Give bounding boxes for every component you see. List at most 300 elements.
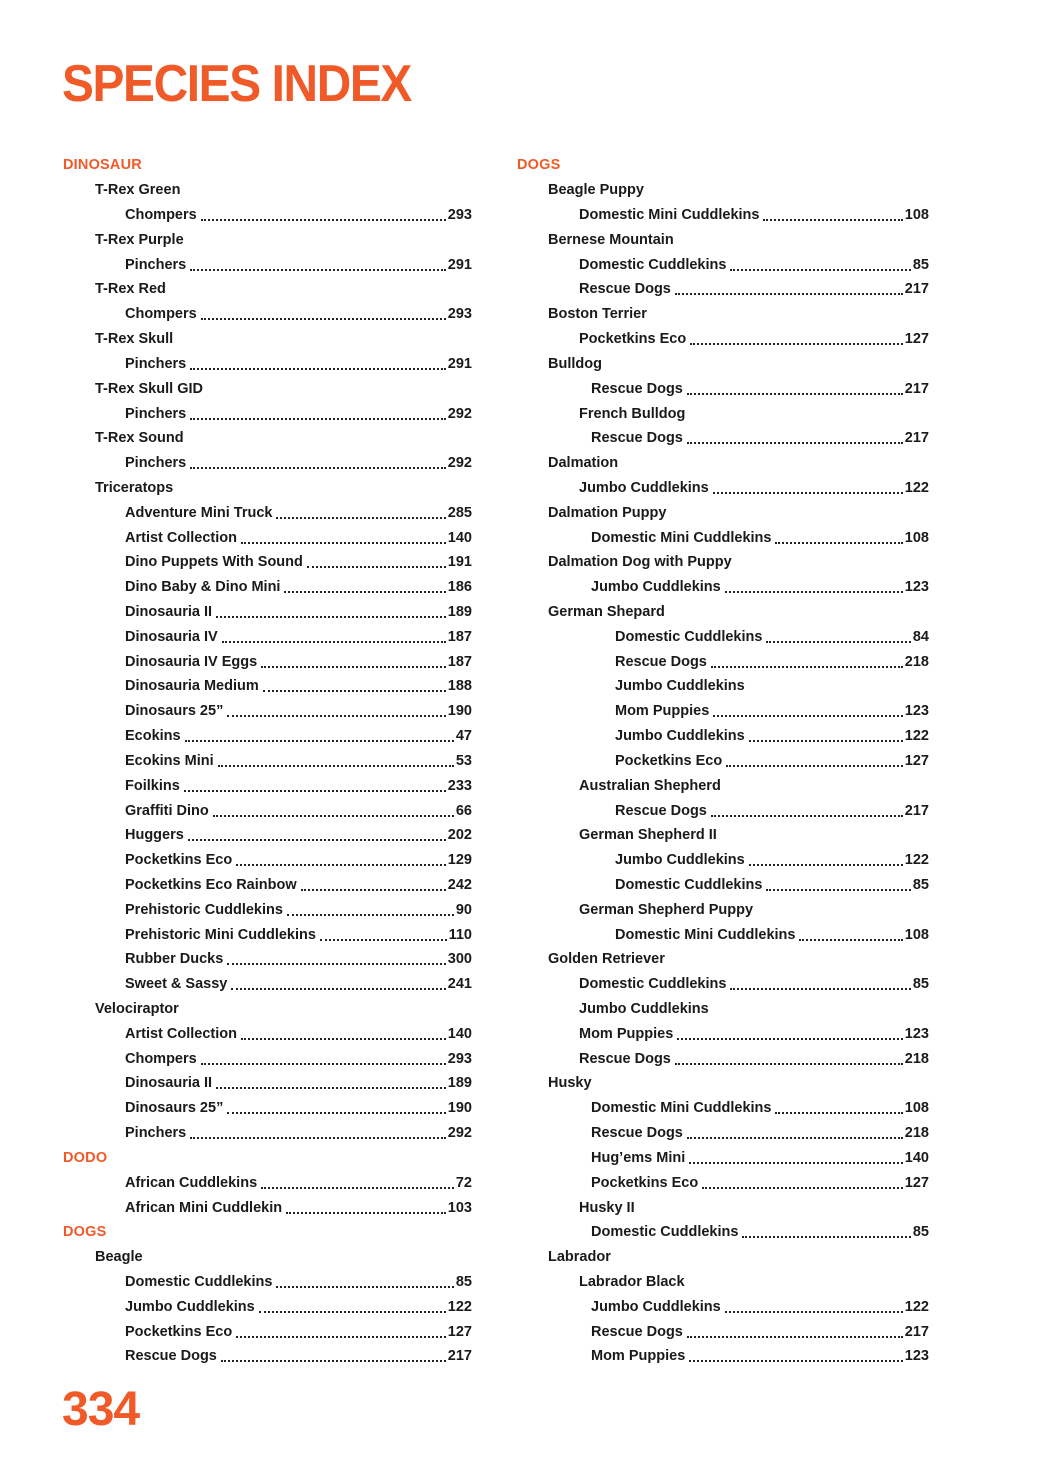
index-entry	[517, 1220, 929, 1245]
dot-leader	[711, 814, 903, 817]
page-ref: 189	[447, 604, 472, 621]
index-entry	[63, 525, 472, 550]
page-ref: 233	[447, 777, 472, 794]
dot-leader	[184, 789, 446, 792]
entry-name: Velociraptor	[95, 1001, 179, 1018]
page-ref: 122	[447, 1298, 472, 1315]
dot-leader	[711, 665, 903, 668]
index-entry	[63, 252, 472, 277]
page-ref: 242	[447, 876, 472, 893]
page-ref: 66	[455, 802, 472, 819]
entry-name: German Shepherd Puppy	[579, 901, 754, 918]
category-heading	[517, 153, 929, 178]
page-ref: 217	[904, 430, 929, 447]
index-subheading	[517, 500, 929, 525]
entry-name: Foilkins	[125, 777, 180, 794]
entry-name: Dino Puppets With Sound	[125, 554, 303, 571]
entry-name: Dinosaurs 25”	[125, 1100, 224, 1117]
dot-leader	[190, 1136, 446, 1139]
dot-leader	[689, 1161, 903, 1164]
page-ref: 218	[904, 1125, 929, 1142]
page-ref: 140	[447, 1025, 472, 1042]
entry-name: Pocketkins Eco	[579, 331, 687, 348]
page-ref: 293	[447, 306, 472, 323]
entry-name: T-Rex Green	[95, 182, 181, 199]
dot-leader	[690, 342, 903, 345]
page-ref: 187	[447, 653, 472, 670]
index-entry	[63, 550, 472, 575]
index-entry	[517, 1294, 929, 1319]
index-entry	[63, 749, 472, 774]
entry-name: Huggers	[125, 827, 184, 844]
page-ref: 291	[447, 256, 472, 273]
page-ref: 85	[912, 876, 929, 893]
index-entry	[63, 1021, 472, 1046]
entry-name: Domestic Cuddlekins	[615, 876, 763, 893]
dot-leader	[730, 987, 910, 990]
index-entry	[63, 922, 472, 947]
index-entry	[517, 922, 929, 947]
entry-name: German Shepherd II	[579, 827, 717, 844]
entry-name: DOGS	[63, 1224, 107, 1241]
page-ref: 127	[904, 331, 929, 348]
index-entry	[63, 203, 472, 228]
index-subheading	[517, 227, 929, 252]
page-ref: 241	[447, 976, 472, 993]
index-subheading	[517, 600, 929, 625]
entry-name: Domestic Cuddlekins	[579, 976, 727, 993]
index-entry	[63, 972, 472, 997]
dot-leader	[284, 590, 445, 593]
dot-leader	[276, 1285, 453, 1288]
entry-name: Domestic Cuddlekins	[591, 1224, 739, 1241]
index-subheading	[517, 1270, 929, 1295]
dot-leader	[241, 541, 446, 544]
page-ref: 140	[904, 1149, 929, 1166]
page-ref: 190	[447, 1100, 472, 1117]
entry-name: Domestic Cuddlekins	[125, 1273, 273, 1290]
index-entry	[63, 1344, 472, 1369]
index-entry	[517, 649, 929, 674]
index-entry	[63, 1121, 472, 1146]
entry-name: T-Rex Red	[95, 281, 166, 298]
dot-leader	[190, 367, 446, 370]
page-ref: 123	[904, 703, 929, 720]
entry-name: T-Rex Sound	[95, 430, 184, 447]
index-entry	[63, 699, 472, 724]
category-heading	[63, 153, 472, 178]
page-ref: 127	[904, 1174, 929, 1191]
entry-name: Domestic Cuddlekins	[615, 628, 763, 645]
page-ref: 218	[904, 1050, 929, 1067]
page-ref: 108	[904, 529, 929, 546]
dot-leader	[307, 565, 446, 568]
index-subheading	[517, 401, 929, 426]
entry-name: Dinosauria Medium	[125, 678, 259, 695]
page-ref: 110	[448, 926, 472, 943]
entry-name: Rubber Ducks	[125, 951, 224, 968]
entry-name: Rescue Dogs	[615, 802, 707, 819]
entry-name: Domestic Cuddlekins	[579, 256, 727, 273]
dot-leader	[201, 317, 446, 320]
page-ref: 292	[447, 1125, 472, 1142]
dot-leader	[687, 1136, 903, 1139]
entry-name: Dino Baby & Dino Mini	[125, 579, 281, 596]
dot-leader	[687, 392, 903, 395]
entry-name: Pocketkins Eco	[125, 1323, 233, 1340]
page-ref: 85	[912, 976, 929, 993]
entry-name: African Mini Cuddlekin	[125, 1199, 283, 1216]
entry-name: Ecokins	[125, 728, 181, 745]
entry-name: DOGS	[517, 157, 561, 174]
entry-name: Dalmation Dog with Puppy	[548, 554, 732, 571]
entry-name: DINOSAUR	[63, 157, 142, 174]
index-subheading	[517, 897, 929, 922]
entry-name: German Shepard	[548, 604, 665, 621]
index-entry	[63, 451, 472, 476]
page-ref: 122	[904, 728, 929, 745]
dot-leader	[320, 938, 447, 941]
index-entry	[517, 798, 929, 823]
page-ref: 123	[904, 1348, 929, 1365]
index-entry	[517, 1121, 929, 1146]
entry-name: French Bulldog	[579, 405, 686, 422]
index-entry	[517, 1096, 929, 1121]
entry-name: Dinosaurs 25”	[125, 703, 224, 720]
page-ref: 122	[904, 1298, 929, 1315]
dot-leader	[190, 417, 446, 420]
index-subheading	[63, 997, 472, 1022]
entry-name: Labrador Black	[579, 1273, 685, 1290]
index-entry	[517, 1170, 929, 1195]
index-entry	[63, 575, 472, 600]
index-entry	[517, 699, 929, 724]
index-entry	[63, 873, 472, 898]
dot-leader	[675, 1062, 903, 1065]
entry-name: Adventure Mini Truck	[125, 504, 273, 521]
index-subheading	[517, 997, 929, 1022]
entry-name: Jumbo Cuddlekins	[579, 479, 709, 496]
dot-leader	[799, 938, 902, 941]
page-ref: 186	[447, 579, 472, 596]
page-ref: 85	[455, 1273, 472, 1290]
dot-leader	[286, 1211, 446, 1214]
entry-name: Chompers	[125, 207, 197, 224]
index-entry	[63, 1319, 472, 1344]
dot-leader	[725, 1310, 903, 1313]
entry-name: Triceratops	[95, 479, 174, 496]
page-ref: 292	[447, 405, 472, 422]
index-entry	[63, 773, 472, 798]
page-ref: 123	[904, 579, 929, 596]
dot-leader	[216, 1086, 446, 1089]
index-entry	[517, 1046, 929, 1071]
category-heading	[63, 1220, 472, 1245]
page-ref: 218	[904, 653, 929, 670]
index-subheading	[517, 773, 929, 798]
entry-name: Mom Puppies	[591, 1348, 686, 1365]
dot-leader	[763, 218, 902, 221]
entry-name: Dinosauria II	[125, 604, 213, 621]
dot-leader	[287, 913, 454, 916]
dot-leader	[185, 739, 454, 742]
entry-name: Domestic Mini Cuddlekins	[591, 1100, 772, 1117]
index-entry	[517, 376, 929, 401]
entry-name: Pinchers	[125, 405, 187, 422]
page-ref: 47	[455, 728, 472, 745]
entry-name: Pinchers	[125, 355, 187, 372]
index-entry	[63, 1170, 472, 1195]
index-column-right	[517, 153, 929, 1369]
dot-leader	[227, 962, 445, 965]
entry-name: Domestic Mini Cuddlekins	[579, 207, 760, 224]
index-entry	[517, 1344, 929, 1369]
index-subheading	[517, 1071, 929, 1096]
index-subheading	[517, 451, 929, 476]
index-entry	[517, 575, 929, 600]
index-entry	[63, 947, 472, 972]
page-ref: 202	[447, 827, 472, 844]
dot-leader	[227, 1111, 445, 1114]
entry-name: Jumbo Cuddlekins	[615, 852, 745, 869]
page-ref: 85	[912, 256, 929, 273]
dot-leader	[775, 1111, 902, 1114]
page-ref: 217	[904, 281, 929, 298]
entry-name: Dinosauria IV	[125, 628, 218, 645]
index-entry	[63, 600, 472, 625]
index-entry	[517, 873, 929, 898]
index-subheading	[517, 674, 929, 699]
page-ref: 127	[447, 1323, 472, 1340]
dot-leader	[190, 268, 446, 271]
dot-leader	[276, 516, 445, 519]
index-entry	[517, 277, 929, 302]
page-ref: 127	[904, 752, 929, 769]
index-entry	[517, 203, 929, 228]
entry-name: Dalmation	[548, 455, 619, 472]
entry-name: Rescue Dogs	[125, 1348, 217, 1365]
index-subheading	[517, 302, 929, 327]
entry-name: Artist Collection	[125, 529, 237, 546]
entry-name: T-Rex Skull	[95, 331, 174, 348]
entry-name: Husky II	[579, 1199, 635, 1216]
page-ref: 217	[904, 802, 929, 819]
entry-name: Australian Shepherd	[579, 777, 721, 794]
index-entry	[517, 525, 929, 550]
index-subheading	[517, 1245, 929, 1270]
index-entry	[63, 1046, 472, 1071]
dot-leader	[766, 888, 910, 891]
entry-name: DODO	[63, 1149, 108, 1166]
page-ref: 217	[447, 1348, 472, 1365]
entry-name: Dinosauria II	[125, 1075, 213, 1092]
entry-name: Rescue Dogs	[591, 1323, 683, 1340]
page-ref: 90	[455, 901, 472, 918]
page-ref: 122	[904, 479, 929, 496]
index-subheading	[517, 823, 929, 848]
dot-leader	[713, 714, 903, 717]
page-number: 334	[62, 1383, 140, 1436]
entry-name: Labrador	[548, 1249, 611, 1266]
dot-leader	[231, 987, 445, 990]
index-entry	[517, 476, 929, 501]
index-entry	[517, 327, 929, 352]
page-ref: 187	[447, 628, 472, 645]
index-entry	[63, 624, 472, 649]
page-ref: 285	[447, 504, 472, 521]
entry-name: Rescue Dogs	[579, 281, 671, 298]
entry-name: Bernese Mountain	[548, 231, 674, 248]
entry-name: Pinchers	[125, 256, 187, 273]
page-ref: 122	[904, 852, 929, 869]
entry-name: Beagle	[95, 1249, 143, 1266]
index-entry	[517, 972, 929, 997]
page-ref: 217	[904, 380, 929, 397]
page-ref: 129	[447, 852, 472, 869]
dot-leader	[201, 218, 446, 221]
index-entry	[63, 798, 472, 823]
dot-leader	[216, 615, 446, 618]
entry-name: Ecokins Mini	[125, 752, 214, 769]
dot-leader	[236, 863, 446, 866]
index-subheading	[63, 327, 472, 352]
dot-leader	[213, 814, 454, 817]
dot-leader	[301, 888, 446, 891]
index-entry	[517, 749, 929, 774]
index-entry	[63, 500, 472, 525]
page-ref: 123	[904, 1025, 929, 1042]
dot-leader	[259, 1310, 446, 1313]
entry-name: Prehistoric Cuddlekins	[125, 901, 283, 918]
index-entry	[63, 724, 472, 749]
entry-name: Boston Terrier	[548, 306, 647, 323]
index-entry	[63, 1195, 472, 1220]
dot-leader	[689, 1359, 903, 1362]
dot-leader	[687, 441, 903, 444]
index-subheading	[517, 352, 929, 377]
entry-name: Pocketkins Eco	[125, 852, 233, 869]
index-entry	[517, 724, 929, 749]
entry-name: Mom Puppies	[615, 703, 710, 720]
entry-name: Hug’ems Mini	[591, 1149, 686, 1166]
index-entry	[517, 426, 929, 451]
dot-leader	[241, 1037, 446, 1040]
index-entry	[63, 848, 472, 873]
entry-name: Beagle Puppy	[548, 182, 644, 199]
index-entry	[517, 624, 929, 649]
entry-name: Dalmation Puppy	[548, 504, 667, 521]
index-entry	[63, 823, 472, 848]
page-ref: 293	[447, 207, 472, 224]
dot-leader	[730, 268, 910, 271]
entry-name: Rescue Dogs	[615, 653, 707, 670]
page-ref: 108	[904, 1100, 929, 1117]
dot-leader	[687, 1335, 903, 1338]
index-subheading	[63, 178, 472, 203]
entry-name: Graffiti Dino	[125, 802, 209, 819]
index-entry	[63, 674, 472, 699]
page-ref: 103	[447, 1199, 472, 1216]
entry-name: Jumbo Cuddlekins	[615, 728, 745, 745]
index-entry	[517, 252, 929, 277]
entry-name: Prehistoric Mini Cuddlekins	[125, 926, 316, 943]
dot-leader	[766, 640, 910, 643]
entry-name: Chompers	[125, 306, 197, 323]
dot-leader	[218, 764, 454, 767]
entry-name: Pinchers	[125, 1125, 187, 1142]
entry-name: Pocketkins Eco Rainbow	[125, 876, 297, 893]
entry-name: Domestic Mini Cuddlekins	[615, 926, 796, 943]
page-ref: 108	[904, 207, 929, 224]
category-heading	[63, 1146, 472, 1171]
index-entry	[63, 897, 472, 922]
entry-name: Chompers	[125, 1050, 197, 1067]
index-entry	[63, 302, 472, 327]
entry-name: Artist Collection	[125, 1025, 237, 1042]
index-entry	[63, 649, 472, 674]
index-entry	[517, 1021, 929, 1046]
dot-leader	[713, 491, 903, 494]
dot-leader	[675, 292, 903, 295]
page-ref: 189	[447, 1075, 472, 1092]
dot-leader	[190, 466, 446, 469]
entry-name: T-Rex Skull GID	[95, 380, 203, 397]
dot-leader	[702, 1186, 903, 1189]
page-ref: 108	[904, 926, 929, 943]
entry-name: Pinchers	[125, 455, 187, 472]
entry-name: Husky	[548, 1075, 592, 1092]
page-ref: 217	[904, 1323, 929, 1340]
index-subheading	[63, 376, 472, 401]
entry-name: Jumbo Cuddlekins	[615, 678, 745, 695]
page-title: SPECIES INDEX	[62, 55, 411, 113]
entry-name: Golden Retriever	[548, 951, 665, 968]
dot-leader	[725, 590, 903, 593]
index-entry	[517, 848, 929, 873]
page-ref: 188	[447, 678, 472, 695]
dot-leader	[263, 689, 446, 692]
entry-name: African Cuddlekins	[125, 1174, 258, 1191]
entry-name: Jumbo Cuddlekins	[591, 579, 721, 596]
entry-name: Pocketkins Eco	[591, 1174, 699, 1191]
dot-leader	[749, 739, 903, 742]
page-ref: 85	[912, 1224, 929, 1241]
page-ref: 190	[447, 703, 472, 720]
entry-name: Dinosauria IV Eggs	[125, 653, 258, 670]
dot-leader	[261, 665, 446, 668]
index-entry	[63, 401, 472, 426]
index-entry	[63, 1294, 472, 1319]
page-ref: 140	[447, 529, 472, 546]
index-entry	[63, 1270, 472, 1295]
entry-name: Jumbo Cuddlekins	[125, 1298, 255, 1315]
dot-leader	[775, 541, 902, 544]
page-ref: 300	[447, 951, 472, 968]
page-ref: 293	[447, 1050, 472, 1067]
entry-name: Jumbo Cuddlekins	[579, 1001, 709, 1018]
dot-leader	[201, 1062, 446, 1065]
index-subheading	[63, 1245, 472, 1270]
dot-leader	[227, 714, 445, 717]
entry-name: Mom Puppies	[579, 1025, 674, 1042]
entry-name: Rescue Dogs	[591, 430, 683, 447]
entry-name: T-Rex Purple	[95, 231, 184, 248]
index-subheading	[63, 476, 472, 501]
entry-name: Rescue Dogs	[591, 1125, 683, 1142]
page-ref: 191	[447, 554, 472, 571]
entry-name: Jumbo Cuddlekins	[591, 1298, 721, 1315]
entry-name: Rescue Dogs	[591, 380, 683, 397]
